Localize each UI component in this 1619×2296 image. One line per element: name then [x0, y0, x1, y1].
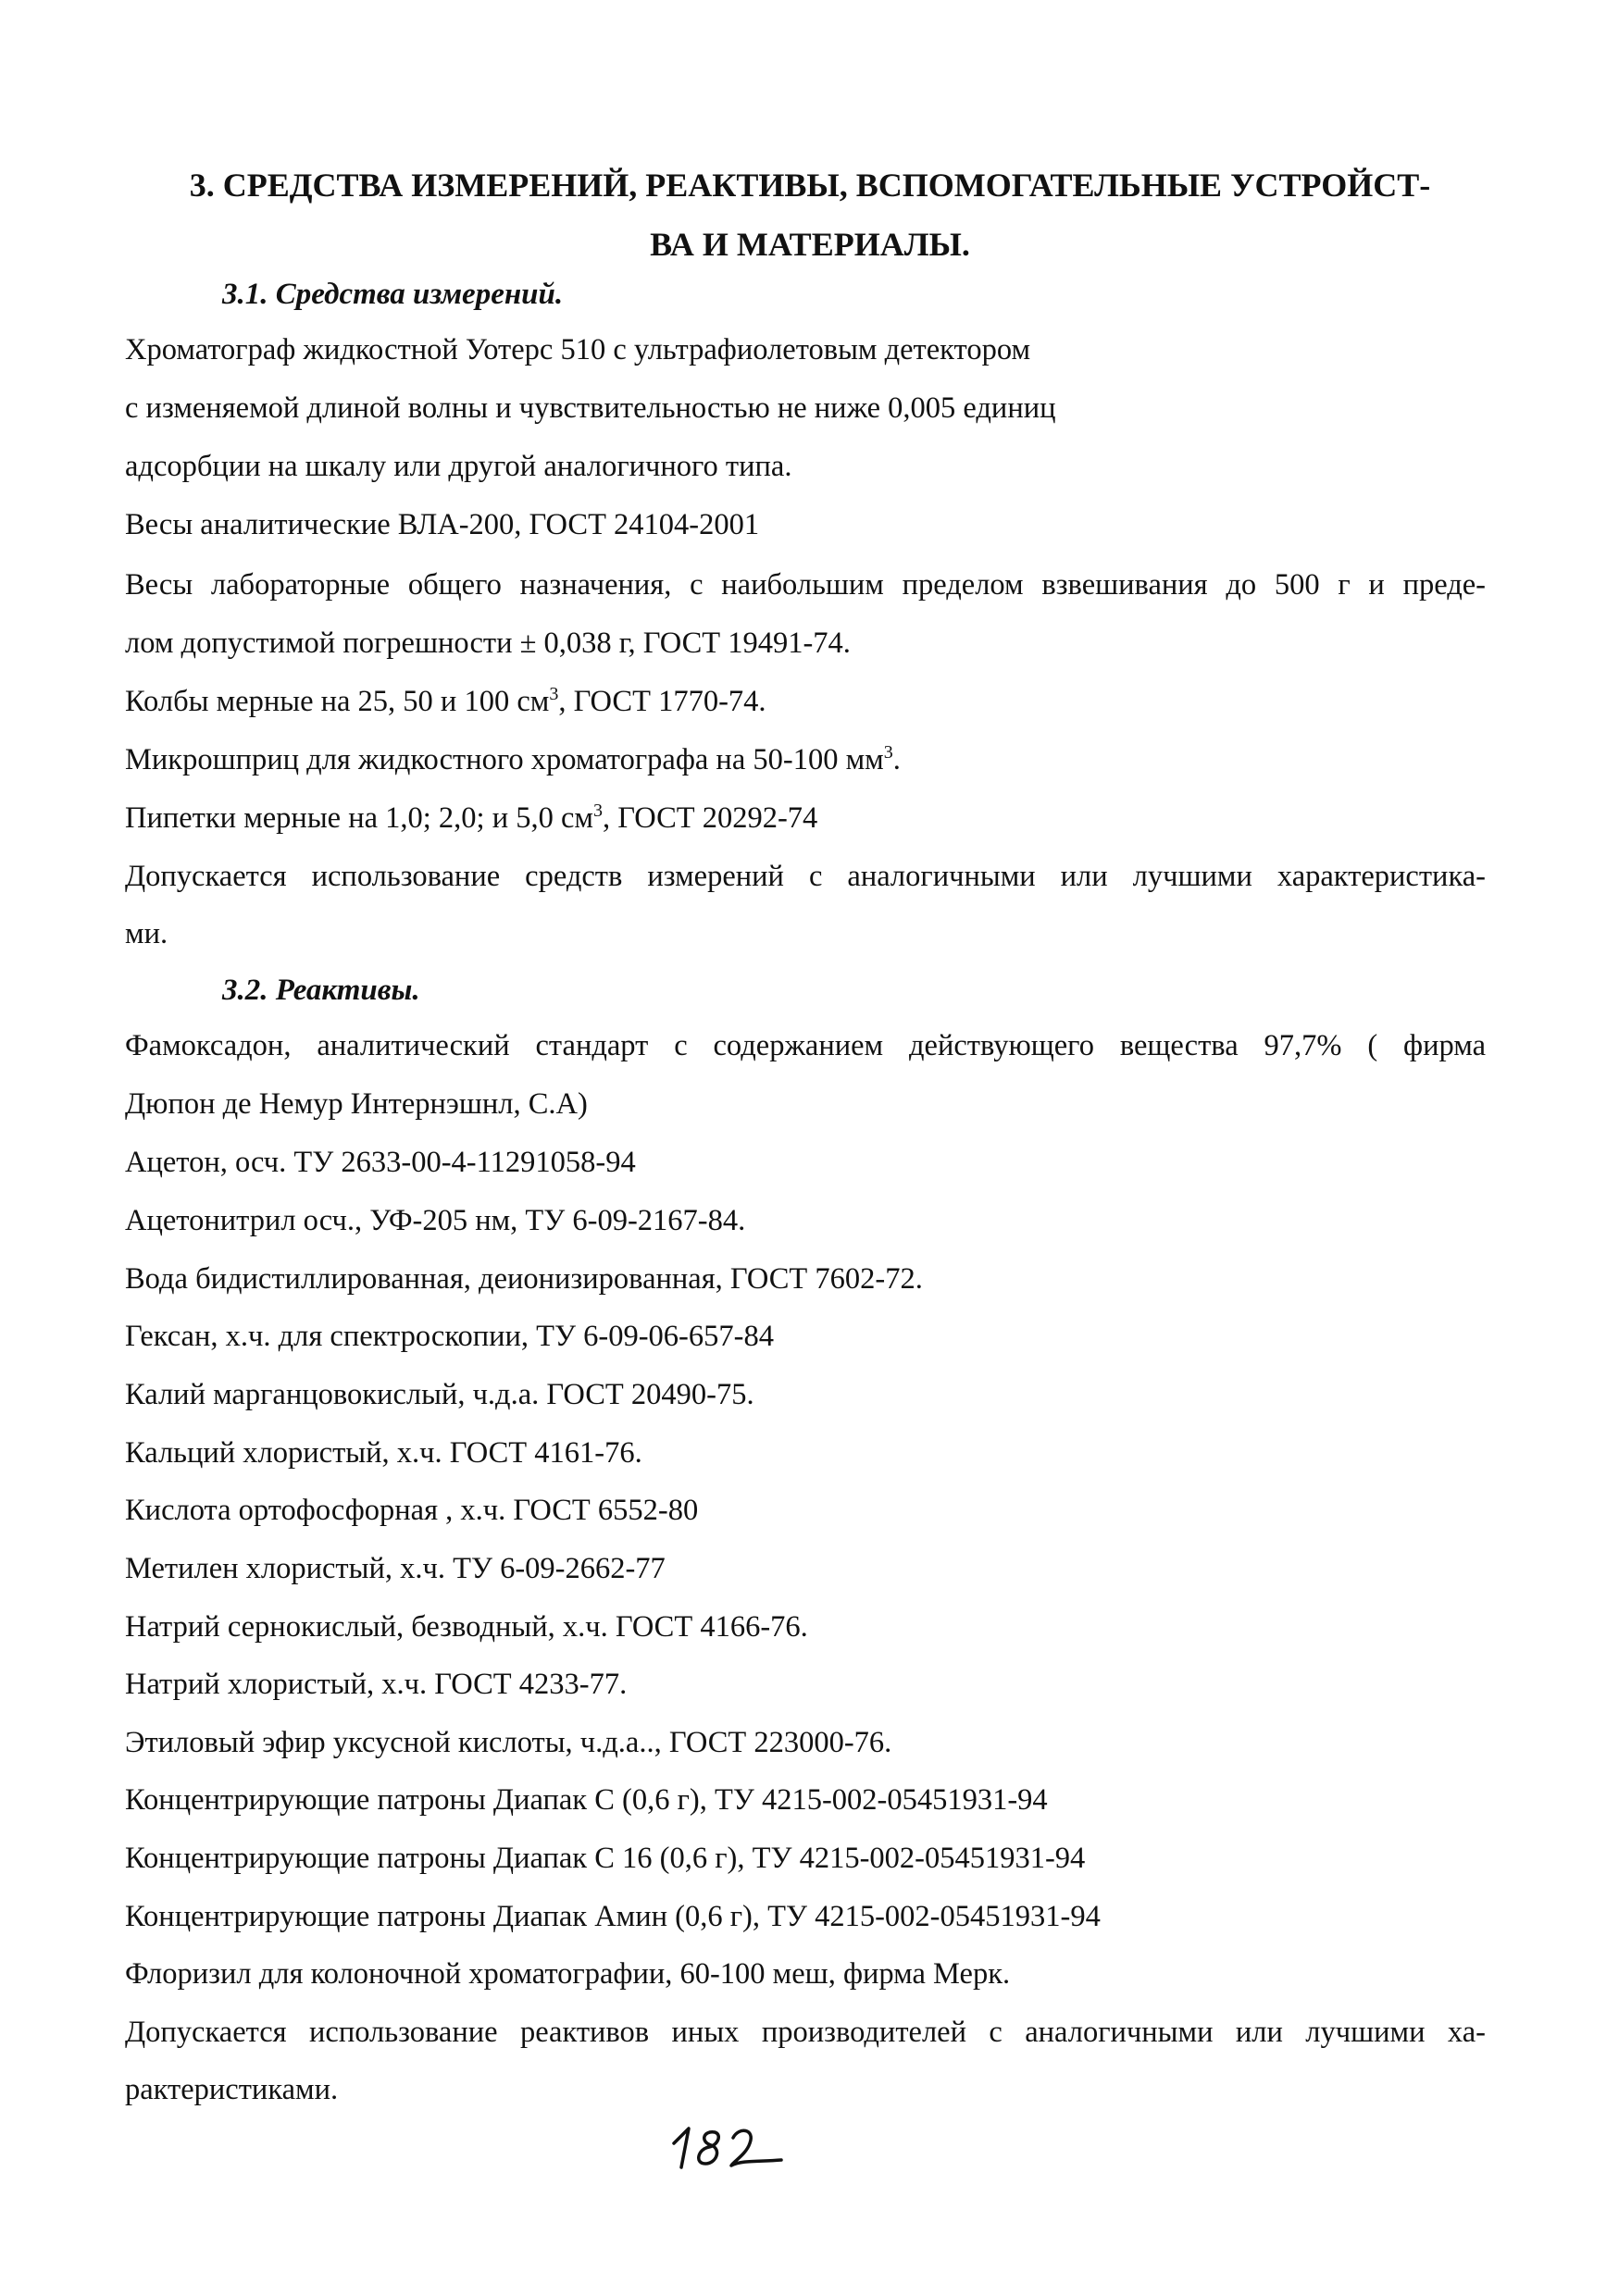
text-line: Ацетон, осч. ТУ 2633-00-4-11291058-94 — [125, 1146, 636, 1179]
text-line: с изменяемой длиной волны и чувствительностью не ниже 0,005 единиц — [125, 391, 1056, 425]
text-fragment: Микрошприц для жидкостного хроматографа на 50-100 мм — [125, 743, 884, 776]
page-number-stroke-2 — [731, 2130, 781, 2166]
text-fragment: , ГОСТ 20292-74 — [602, 801, 818, 835]
text-line: рактеристиками. — [125, 2073, 339, 2106]
superscript: 3 — [883, 742, 893, 763]
subsection-title-measuring: 3.1. Средства измерений. — [222, 278, 564, 311]
text-line: Допускается использование реактивов иных производителей с аналогичными или лучшими ха- — [125, 2016, 1486, 2049]
text-line: Ацетонитрил осч., УФ-205 нм, ТУ 6-09-2167-84. — [125, 1204, 746, 1237]
text-line: Метилен хлористый, х.ч. ТУ 6-09-2662-77 — [125, 1552, 666, 1585]
text-fragment: , ГОСТ 1770-74. — [558, 685, 766, 718]
text-line: Весы аналитические ВЛА-200, ГОСТ 24104-2001 — [125, 508, 760, 541]
text-line: лом допустимой погрешности ± 0,038 г, ГОСТ 19491-74. — [125, 627, 851, 660]
text-line: Концентрирующие патроны Диапак Амин (0,6 г), ТУ 4215-002-05451931-94 — [125, 1900, 1101, 1933]
text-fragment: . — [892, 743, 901, 776]
section-heading — [130, 155, 1490, 274]
heading-line-2: ВА И МАТЕРИАЛЫ. — [650, 226, 970, 263]
text-line: Концентрирующие патроны Диапак С 16 (0,6 г), ТУ 4215-002-05451931-94 — [125, 1842, 1086, 1875]
text-line: Натрий хлористый, х.ч. ГОСТ 4233-77. — [125, 1668, 628, 1701]
text-line: Кислота ортофосфорная , х.ч. ГОСТ 6552-80 — [125, 1494, 699, 1527]
text-line: Весы лабораторные общего назначения, с наибольшим пределом взвешивания до 500 г и преде- — [125, 568, 1486, 602]
text-line: Этиловый эфир уксусной кислоты, ч.д.а.., ГОСТ 223000-76. — [125, 1726, 892, 1759]
heading-line-1: 3. СРЕДСТВА ИЗМЕРЕНИЙ, РЕАКТИВЫ, ВСПОМОГАТЕЛЬНЫЕ УСТРОЙСТ- — [189, 167, 1431, 204]
text-line: Концентрирующие патроны Диапак С (0,6 г), ТУ 4215-002-05451931-94 — [125, 1783, 1048, 1817]
handwritten-page-number — [666, 2119, 796, 2175]
text-line: Гексан, х.ч. для спектроскопии, ТУ 6-09-06-657-84 — [125, 1320, 774, 1353]
text-line: Хроматограф жидкостной Уотерс 510 с ультрафиолетовым детектором — [125, 333, 1031, 366]
text-line-flasks — [125, 685, 766, 719]
text-line: Фамоксадон, аналитический стандарт с содержанием действующего вещества 97,7% ( фирма — [125, 1029, 1486, 1062]
superscript: 3 — [592, 800, 603, 821]
page-number-stroke-1 — [674, 2128, 689, 2167]
text-line: Флоризил для колоночной хроматографии, 60-100 меш, фирма Мерк. — [125, 1957, 1011, 1991]
page-number-stroke-8 — [699, 2132, 719, 2164]
text-fragment: Пипетки мерные на 1,0; 2,0; и 5,0 см — [125, 801, 593, 835]
text-line: Кальций хлористый, х.ч. ГОСТ 4161-76. — [125, 1436, 642, 1470]
text-fragment: Колбы мерные на 25, 50 и 100 см — [125, 685, 550, 718]
text-line: Натрий сернокислый, безводный, х.ч. ГОСТ 4166-76. — [125, 1610, 808, 1644]
superscript: 3 — [549, 684, 559, 704]
text-line-pipettes — [125, 801, 817, 836]
text-line: Вода бидистиллированная, деионизированная, ГОСТ 7602-72. — [125, 1262, 923, 1296]
subsection-title-reagents: 3.2. Реактивы. — [222, 974, 420, 1007]
text-line-syringe — [125, 743, 901, 777]
text-line: Калий марганцовокислый, ч.д.а. ГОСТ 20490-75. — [125, 1378, 754, 1411]
text-line: Допускается использование средств измерений с аналогичными или лучшими характеристика- — [125, 860, 1486, 893]
text-line: Дюпон де Немур Интернэшнл, С.А) — [125, 1087, 588, 1121]
text-line: ми. — [125, 917, 168, 950]
text-line: адсорбции на шкалу или другой аналогичного типа. — [125, 450, 792, 483]
